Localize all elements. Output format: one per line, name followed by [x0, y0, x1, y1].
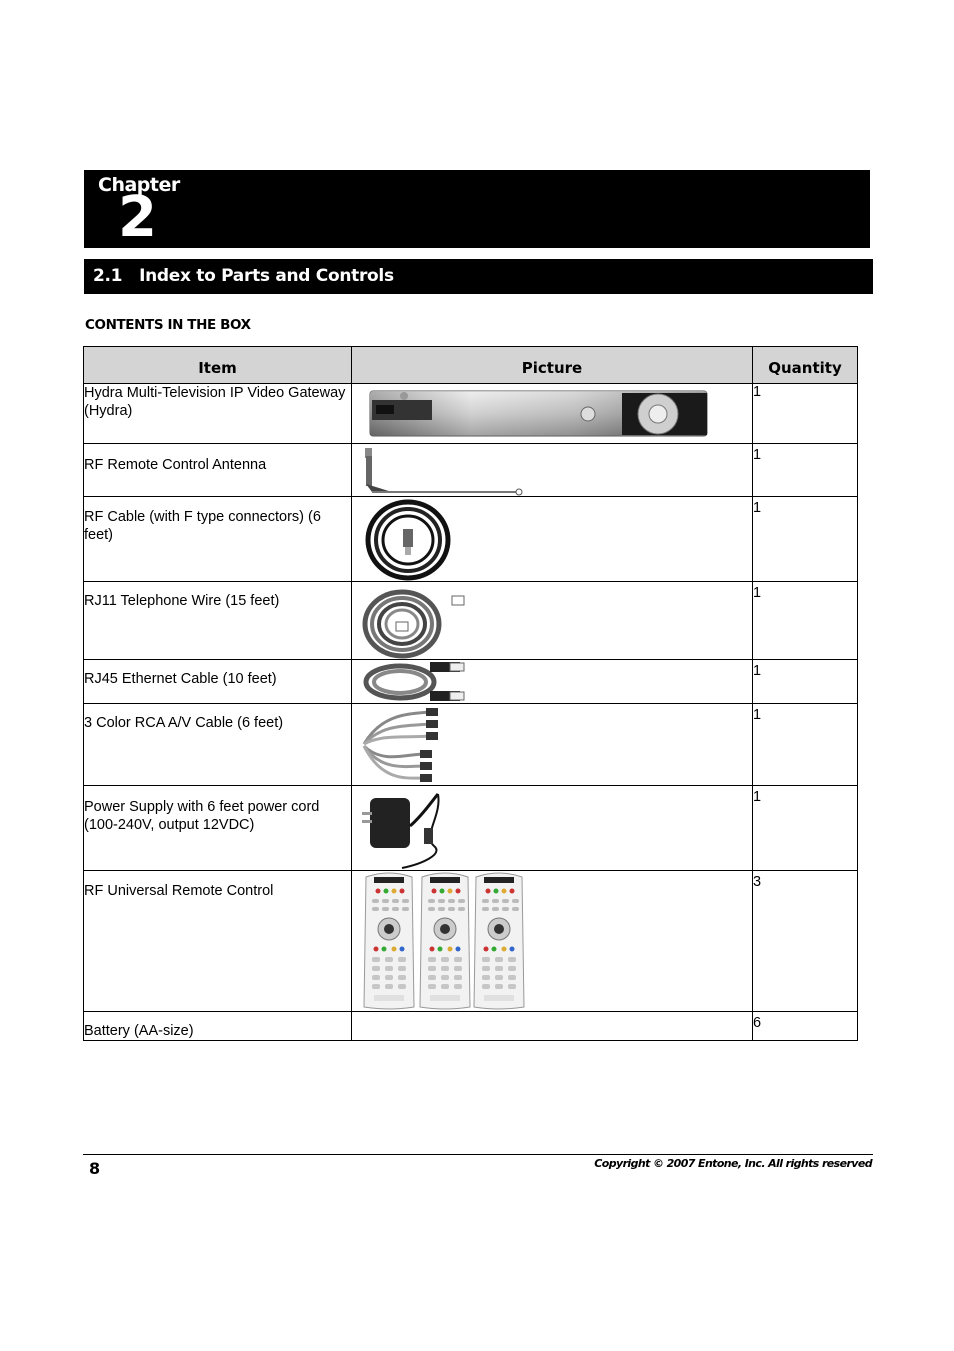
table-row — [84, 1012, 858, 1041]
item-name: RJ45 Ethernet Cable (10 feet) — [84, 660, 352, 704]
item-name: Hydra Multi-Television IP Video Gateway (Hydra) — [84, 384, 352, 444]
chapter-number: 2 — [118, 185, 157, 250]
section-banner — [84, 259, 873, 294]
item-quantity: 1 — [753, 704, 858, 786]
remote-control-image — [352, 871, 753, 1012]
header-item: Item — [84, 347, 352, 384]
contents-heading: CONTENTS IN THE BOX — [85, 317, 251, 333]
table-row — [84, 384, 858, 444]
table-row — [84, 444, 858, 497]
parts-table — [83, 346, 858, 1041]
section-title: 2.1 Index to Parts and Controls — [93, 266, 394, 286]
item-name: RJ11 Telephone Wire (15 feet) — [84, 582, 352, 660]
chapter-label: Chapter — [98, 174, 180, 196]
table-row — [84, 497, 858, 582]
item-quantity: 1 — [753, 582, 858, 660]
page-number: 8 — [89, 1159, 101, 1178]
item-quantity: 6 — [753, 1012, 858, 1041]
item-quantity: 1 — [753, 444, 858, 497]
set-top-box-image — [352, 384, 753, 444]
item-name: RF Universal Remote Control — [84, 871, 352, 1012]
item-name: RF Remote Control Antenna — [84, 444, 352, 497]
antenna-image — [352, 444, 753, 497]
table-row — [84, 704, 858, 786]
table-row — [84, 582, 858, 660]
chapter-banner — [84, 170, 870, 248]
ethernet-cable-image — [352, 660, 753, 704]
rca-cable-image — [352, 704, 753, 786]
item-name: Power Supply with 6 feet power cord (100-240V, output 12VDC) — [84, 786, 352, 871]
item-quantity: 1 — [753, 786, 858, 871]
item-quantity: 1 — [753, 384, 858, 444]
table-header-row — [84, 347, 858, 384]
item-quantity: 3 — [753, 871, 858, 1012]
footer-divider — [83, 1154, 873, 1155]
item-quantity: 1 — [753, 660, 858, 704]
telephone-wire-image — [352, 582, 753, 660]
power-supply-image — [352, 786, 753, 871]
table-row — [84, 786, 858, 871]
rf-cable-image — [352, 497, 753, 582]
item-name: 3 Color RCA A/V Cable (6 feet) — [84, 704, 352, 786]
header-picture: Picture — [352, 347, 753, 384]
copyright-notice: Copyright © 2007 Entone, Inc. All rights reserved — [594, 1157, 872, 1170]
table-row — [84, 871, 858, 1012]
picture-empty — [352, 1012, 753, 1041]
header-quantity: Quantity — [753, 347, 858, 384]
item-name: Battery (AA-size) — [84, 1012, 352, 1041]
item-name: RF Cable (with F type connectors) (6 feet) — [84, 497, 352, 582]
table-row — [84, 660, 858, 704]
item-quantity: 1 — [753, 497, 858, 582]
